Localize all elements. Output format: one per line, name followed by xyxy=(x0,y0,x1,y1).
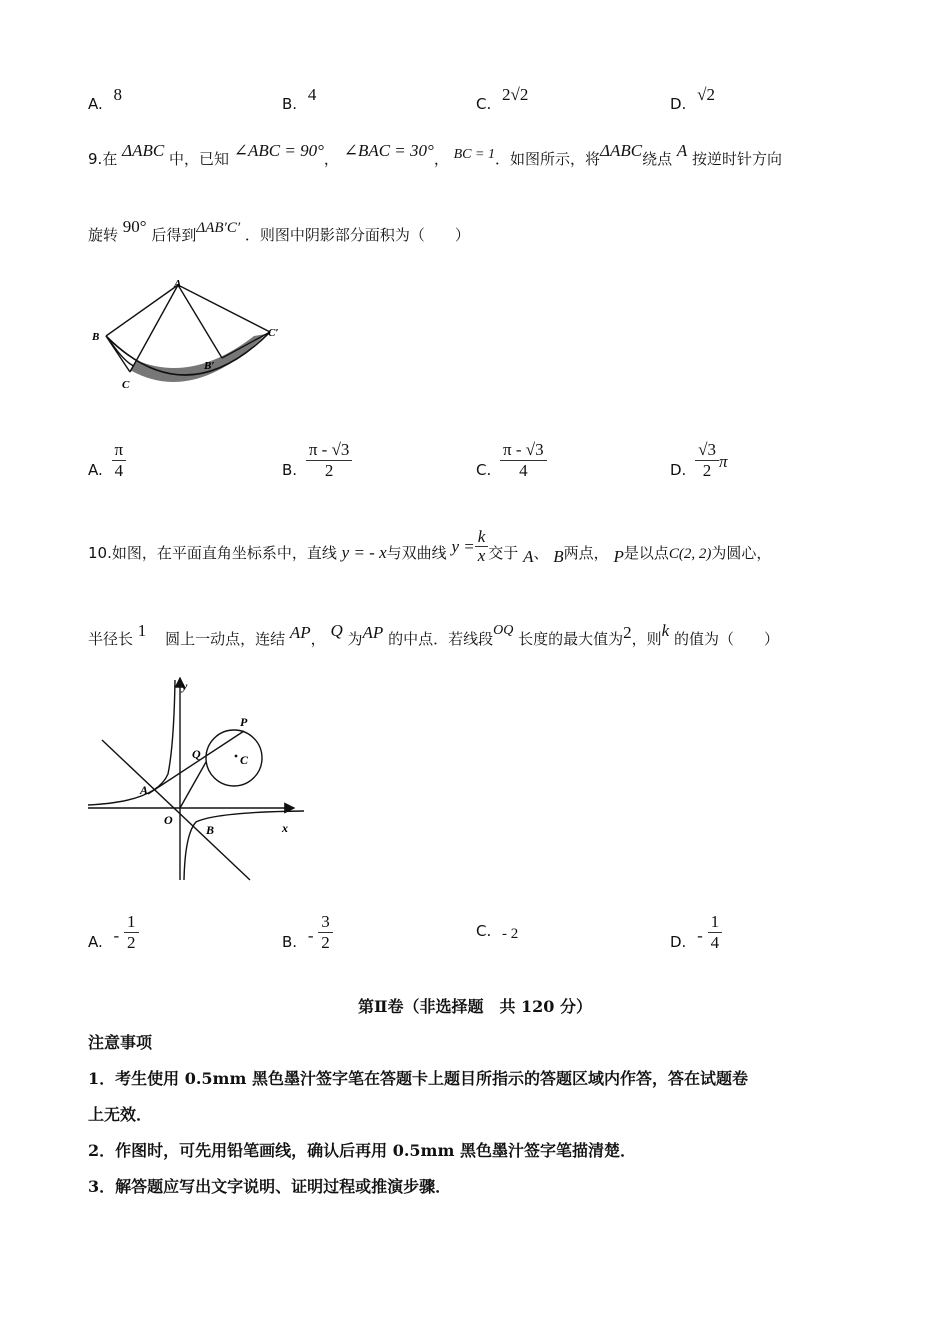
point-c: C(2, 2) xyxy=(668,546,712,562)
label-x: x xyxy=(282,821,288,835)
segment-b2c2 xyxy=(222,332,270,358)
stem-text: 按逆时针方向 xyxy=(692,150,783,168)
stem-text: 绕点 xyxy=(642,150,673,168)
q9-figure xyxy=(86,276,296,396)
note-2: 2．作图时，可先用铅笔画线，确认后再用 0.5mm 黑色墨汁签字笔描清楚． xyxy=(88,1141,636,1160)
q9-option-b xyxy=(282,440,352,481)
stem-text: 为 xyxy=(347,630,363,648)
stem-text: ， xyxy=(323,150,339,168)
segment-oq-fig xyxy=(180,762,206,808)
option-letter: C. xyxy=(476,461,492,479)
hyperbola-branch-left xyxy=(88,680,175,805)
stem-text: 如图，在平面直角坐标系中，直线 xyxy=(111,544,337,562)
option-sign: - xyxy=(697,926,703,945)
stem-text: 、 xyxy=(533,544,549,562)
label-b: B xyxy=(206,823,215,837)
triangle-abc: ΔABC xyxy=(599,141,643,160)
option-letter: D. xyxy=(670,95,687,113)
q9-option-d xyxy=(670,440,727,481)
stem-text: 中，已知 xyxy=(168,150,229,168)
label-c: C xyxy=(240,753,249,767)
q9-stem-line1 xyxy=(88,141,783,169)
stem-text: 在 xyxy=(102,150,118,168)
part2-title: 第Ⅱ卷（非选择题 共 120 分） xyxy=(357,997,593,1016)
option-letter: A. xyxy=(88,461,103,479)
angle-bac: ∠BAC = 30° xyxy=(343,141,434,160)
segment-ap: AP xyxy=(362,623,384,642)
q10-option-c xyxy=(476,912,519,942)
point-p: P xyxy=(613,547,624,566)
option-fraction: $\frac{3}{2}$ xyxy=(318,912,333,953)
line-y-neg-x xyxy=(102,740,250,880)
option-fraction: $\frac{\pi - √3}{4}$ xyxy=(500,440,547,481)
question-number: 9. xyxy=(88,150,103,168)
stem-text: ， xyxy=(433,150,449,168)
option-letter: D. xyxy=(670,461,687,479)
option-fraction: $\frac{√3}{2}$ xyxy=(695,440,719,481)
label-y: y xyxy=(182,679,188,693)
stem-text: 半径长 xyxy=(88,630,134,648)
label-o: O xyxy=(164,813,173,827)
point-a: A xyxy=(523,547,534,566)
option-letter: D. xyxy=(670,933,687,951)
angle-abc: ∠ABC = 90° xyxy=(233,141,324,160)
note-3: 3．解答题应写出文字说明、证明过程或推演步骤． xyxy=(88,1177,452,1196)
stem-text: 为圆心， xyxy=(711,544,772,562)
q9-stem-line2 xyxy=(88,217,470,245)
label-b: B xyxy=(92,331,100,343)
option-letter: C. xyxy=(476,922,492,940)
stem-text: ，则 xyxy=(631,630,662,648)
segment-ab xyxy=(106,285,178,336)
triangle-abc: ΔABC xyxy=(122,141,165,160)
option-letter: B. xyxy=(282,933,298,951)
label-q: Q xyxy=(192,747,201,761)
label-a: A xyxy=(174,278,182,290)
max-value: 2 xyxy=(623,623,632,642)
stem-text: 的值为（ ） xyxy=(673,630,779,648)
q10-figure xyxy=(86,674,306,884)
option-value: 2√2 xyxy=(502,85,529,104)
label-c-prime: C′ xyxy=(268,327,279,339)
label-a: A xyxy=(140,783,149,797)
option-value: - 2 xyxy=(502,926,519,942)
q10-stem-line2 xyxy=(88,621,779,649)
q8-option-d xyxy=(670,85,715,114)
q8-option-b xyxy=(282,85,317,114)
center-dot xyxy=(235,755,238,758)
segment-oq: OQ xyxy=(493,623,514,638)
segment-ap-fig xyxy=(148,731,244,794)
stem-text: 是以点 xyxy=(623,544,669,562)
stem-text: 圆上一动点，连结 xyxy=(165,630,286,648)
option-value: 4 xyxy=(307,85,317,104)
note-1-line1: 1．考生使用 0.5mm 黑色墨汁签字笔在答题卡上题目所指示的答题区域内作答，答在试题卷 xyxy=(88,1069,748,1088)
notes-heading: 注意事项 xyxy=(88,1033,153,1052)
radius-value: 1 xyxy=(137,621,147,640)
option-value: 8 xyxy=(113,85,123,104)
option-letter: C. xyxy=(476,95,492,113)
segment-ac xyxy=(130,285,178,372)
stem-text: 的中点．若线段 xyxy=(388,630,494,648)
stem-text: 长度的最大值为 xyxy=(518,630,624,648)
hyperbola-lhs: y = xyxy=(451,537,475,556)
option-fraction: $\frac{1}{2}$ xyxy=(124,912,139,953)
q8-option-a xyxy=(88,85,123,114)
label-c: C xyxy=(122,379,130,391)
option-tail: π xyxy=(718,452,728,471)
option-letter: B. xyxy=(282,461,298,479)
stem-text: 交于 xyxy=(488,544,519,562)
line-equation: y = - x xyxy=(341,543,387,562)
q10-option-a xyxy=(88,912,139,953)
option-letter: B. xyxy=(282,95,298,113)
q10-option-b xyxy=(282,912,333,953)
option-sign: - xyxy=(307,926,314,945)
side-bc: BC = 1 xyxy=(453,147,495,162)
stem-text: ， xyxy=(310,630,326,648)
variable-k: k xyxy=(661,621,670,640)
option-sign: - xyxy=(113,926,120,945)
stem-text: 旋转 xyxy=(88,226,119,244)
stem-text: 后得到 xyxy=(151,226,197,244)
note-1-line2: 上无效． xyxy=(88,1105,153,1124)
option-letter: A. xyxy=(88,933,103,951)
question-number: 10. xyxy=(88,544,112,562)
stem-text: 与双曲线 xyxy=(386,544,447,562)
label-b-prime: B′ xyxy=(204,360,215,372)
point-a: A xyxy=(676,141,688,160)
rotation-angle: 90° xyxy=(122,217,147,236)
option-fraction: $\frac{1}{4}$ xyxy=(708,912,723,953)
circle-c xyxy=(206,730,262,786)
q10-option-d xyxy=(670,912,722,953)
segment-ap: AP xyxy=(289,623,311,642)
option-letter: A. xyxy=(88,95,103,113)
option-fraction: $\frac{\pi - √3}{2}$ xyxy=(306,440,353,481)
option-value: √2 xyxy=(697,85,715,104)
stem-text: ．如图所示，将 xyxy=(494,150,600,168)
stem-text: 两点， xyxy=(563,544,609,562)
stem-text: ．则图中阴影部分面积为（ ） xyxy=(244,226,470,244)
point-b: B xyxy=(553,547,564,566)
point-q: Q xyxy=(330,621,343,640)
q9-option-a xyxy=(88,440,126,481)
hyperbola-fraction: $\frac{k}{x}$ xyxy=(475,528,489,565)
q9-option-c xyxy=(476,440,547,481)
option-fraction: $\frac{\pi}{4}$ xyxy=(112,440,127,481)
triangle-ab2c2: ΔAB′C′ xyxy=(196,220,241,236)
q10-stem-line1 xyxy=(88,527,772,566)
q8-option-c xyxy=(476,85,529,114)
label-p: P xyxy=(240,715,248,729)
